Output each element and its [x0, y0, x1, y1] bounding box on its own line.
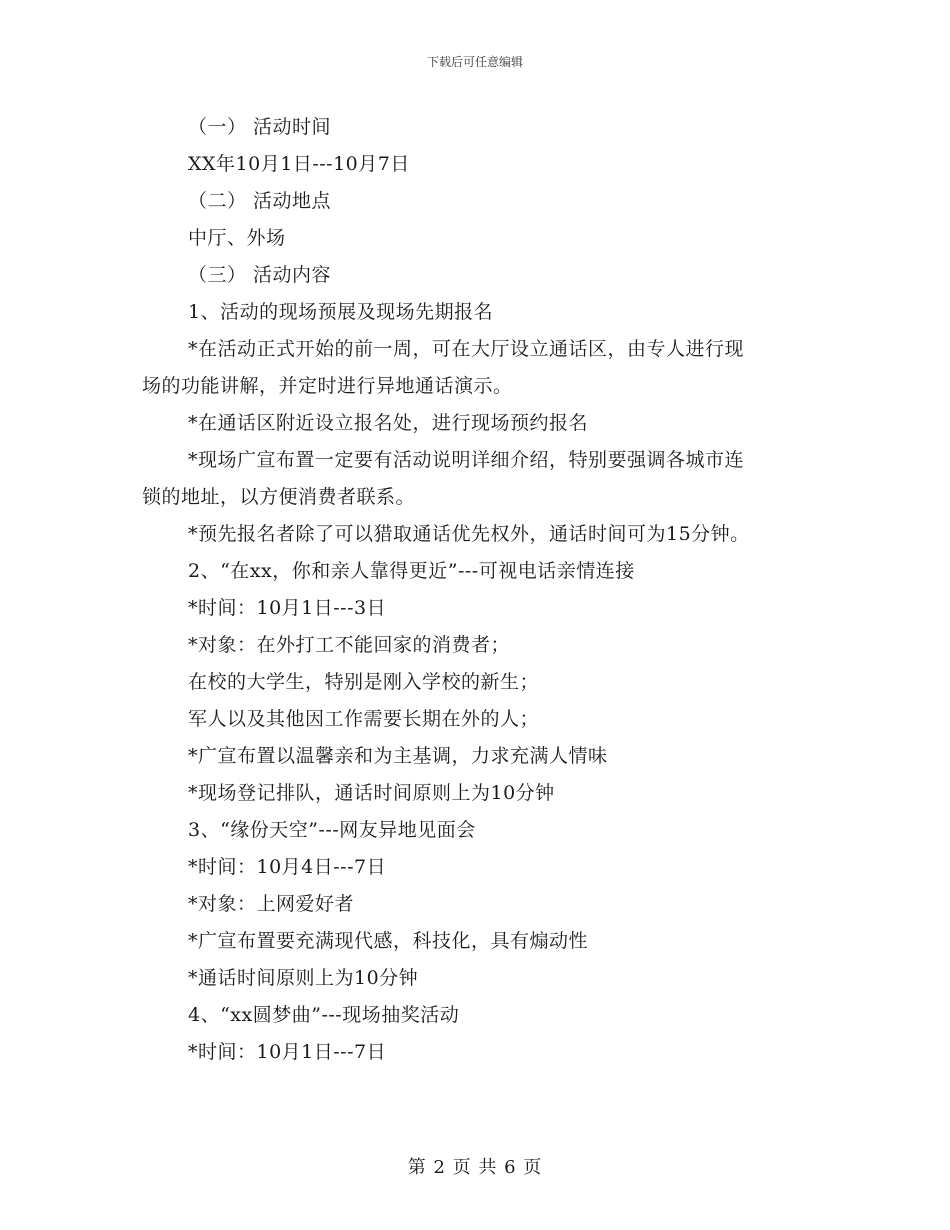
paragraph-line: *时间：10月1日---3日 — [188, 597, 387, 619]
document-body — [0, 109, 950, 1071]
subheading-line: 3、“缘份天空”---网友异地见面会 — [188, 819, 476, 841]
paragraph-line: 军人以及其他因工作需要长期在外的人； — [188, 708, 540, 730]
section-heading-location: （二） 活动地点 — [188, 190, 332, 212]
paragraph-line: *对象：上网爱好者 — [188, 893, 355, 915]
page-header: 下载后可任意编辑 — [426, 55, 523, 69]
paragraph-line: *广宣布置以温馨亲和为主基调，力求充满人情味 — [188, 745, 608, 767]
section-heading-time: （一） 活动时间 — [188, 116, 332, 138]
paragraph-line: *通话时间原则上为10分钟 — [188, 967, 419, 989]
paragraph-line: 在校的大学生，特别是刚入学校的新生； — [188, 671, 540, 693]
paragraph-line: *时间：10月1日---7日 — [188, 1041, 387, 1063]
paragraph-line: *对象：在外打工不能回家的消费者； — [188, 634, 511, 656]
subheading-line: 1、活动的现场预展及现场先期报名 — [188, 301, 494, 323]
paragraph-line: 中厅、外场 — [188, 227, 286, 249]
subheading-line: 2、“在xx，你和亲人靠得更近”---可视电话亲情连接 — [188, 560, 635, 582]
paragraph-line: XX年10月1日---10月7日 — [188, 153, 410, 175]
paragraph-line: 锁的地址，以方便消费者联系。 — [142, 486, 416, 508]
section-heading-content: （三） 活动内容 — [188, 264, 332, 286]
subheading-line: 4、“xx圆梦曲”---现场抽奖活动 — [188, 1004, 460, 1026]
page-footer: 第 2 页 共 6 页 — [407, 1157, 543, 1178]
paragraph-line: *在活动正式开始的前一周，可在大厅设立通话区，由专人进行现 — [188, 338, 745, 360]
paragraph-line: *广宣布置要充满现代感，科技化，具有煽动性 — [188, 930, 589, 952]
paragraph-line: *时间：10月4日---7日 — [188, 856, 387, 878]
paragraph-line: *预先报名者除了可以猎取通话优先权外，通话时间可为15分钟。 — [188, 523, 750, 545]
paragraph-line: 场的功能讲解，并定时进行异地通话演示。 — [142, 375, 513, 397]
paragraph-line: *现场登记排队，通话时间原则上为10分钟 — [188, 782, 555, 804]
paragraph-line: *在通话区附近设立报名处，进行现场预约报名 — [188, 412, 589, 434]
paragraph-line: *现场广宣布置一定要有活动说明详细介绍，特别要强调各城市连 — [188, 449, 745, 471]
